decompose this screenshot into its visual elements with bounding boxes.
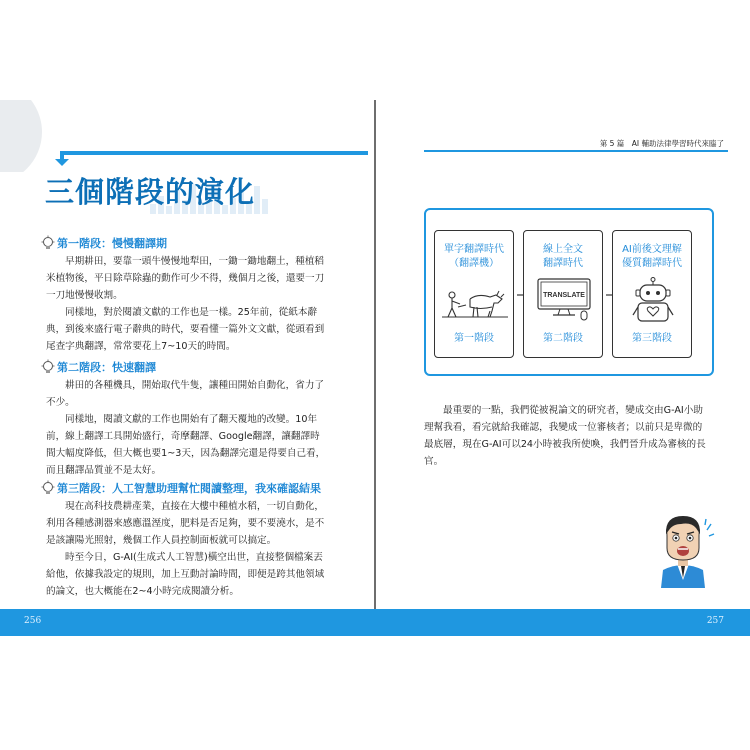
stage2-box [523,230,603,358]
header-rule [424,150,728,152]
box3-label: 第三階段 [632,333,672,344]
box1-title-line1: 單字翻譯時代 [444,244,504,255]
box1-title [435,243,513,271]
stage1-paragraph-2: 同樣地，對於閱讀文獻的工作也是一樣。25年前，從紙本辭典，到後來盛行電子辭典的時代，要看懂一篇外文文獻，從頭看到尾查字典翻譯，常常要花上7~10天的時間。 [46,307,325,352]
corner-decoration [0,100,46,172]
page-number-left: 256 [24,616,42,626]
running-header: 第 5 篇 AI 輔助法律學習時代來臨了 [599,139,724,148]
stage1-box [434,230,514,358]
stage3-paragraph-2: 時至今日，G-AI(生成式人工智慧)橫空出世，直接整個檔案丟給他，依據我設定的規則，加上互動討論時間，即便是跨其他領域的論文，也大概能在2~4小時完成閱讀分析。 [46,552,325,597]
computer-translate-icon [529,277,599,323]
stage3-paragraph-1: 現在高科技農耕產業，直接在大樓中種植水稻，一切自動化，利用各種感測器來感應溫溼度，肥料是否足夠，要不要澆水，是不是該讓陽光照射，幾個工作人員控制面板就可以搞定。 [46,501,325,546]
box2-title-line1: 線上全文 [543,244,583,255]
right-paragraph: 最重要的一點，我們從被視論文的研究者，變成交由G-AI小助理幫我看，看完就給我確認，我變成一位審核者；以前只是卑微的最底層，現在G-AI可以24小時被我所使喚，我們晉升成為審核的長官。 [424,405,706,467]
page-number-right: 257 [706,616,724,626]
stage1-heading-text: 第一階段：慢慢翻譯期 [57,237,167,250]
stage1-heading [40,235,167,251]
lightbulb-icon [40,359,56,375]
lightbulb-icon [40,235,56,251]
translate-screen-text: TRANSLATE [543,292,585,299]
page-divider [374,100,376,609]
evolution-figure [424,208,714,376]
box2-title [524,243,602,271]
footer-bar [0,609,750,636]
ox-plow-icon [440,277,510,323]
stage3-heading [40,480,321,496]
cartoon-man-illustration [651,514,715,588]
title-rule [60,151,368,155]
box3-title [613,243,691,271]
box1-title-line2: （翻譯機） [449,258,499,269]
box2-label: 第二階段 [543,333,583,344]
stage3-heading-text: 第三階段：人工智慧助理幫忙閱讀整理，我來確認結果 [57,482,321,495]
box3-title-line2: 優質翻譯時代 [622,258,682,269]
robot-icon [618,277,688,323]
stage2-paragraph-2: 同樣地，閱讀文獻的工作也開始有了翻天覆地的改變。10年前，線上翻譯工具開始盛行，奇摩翻譯、Google翻譯，讓翻譯時間大幅度降低，但大概也要1~3天，因為翻譯完還是得要自己看，而且翻譯品質並不是太好。 [46,414,326,476]
box3-title-line1: AI前後文理解 [622,244,682,255]
lightbulb-icon [40,480,56,496]
box1-label: 第一階段 [454,333,494,344]
stage2-heading [40,359,156,375]
rule-arrow-head [55,159,69,166]
stage1-paragraph-1: 早期耕田，要靠一頭牛慢慢地犁田，一鋤一鋤地翻土，種植稻米植物後，平日除草除蟲的動作可少不得，幾個月之後，還要一刀一刀地慢慢收割。 [46,256,325,301]
stage2-heading-text: 第二階段：快速翻譯 [57,361,156,374]
section-title: 三個階段的演化 [45,175,256,209]
book-spread [0,100,750,636]
stage2-paragraph-1: 耕田的各種機具，開始取代牛隻，讓種田開始自動化，省力了不少。 [46,380,325,408]
stage3-box [612,230,692,358]
box2-title-line2: 翻譯時代 [543,258,583,269]
